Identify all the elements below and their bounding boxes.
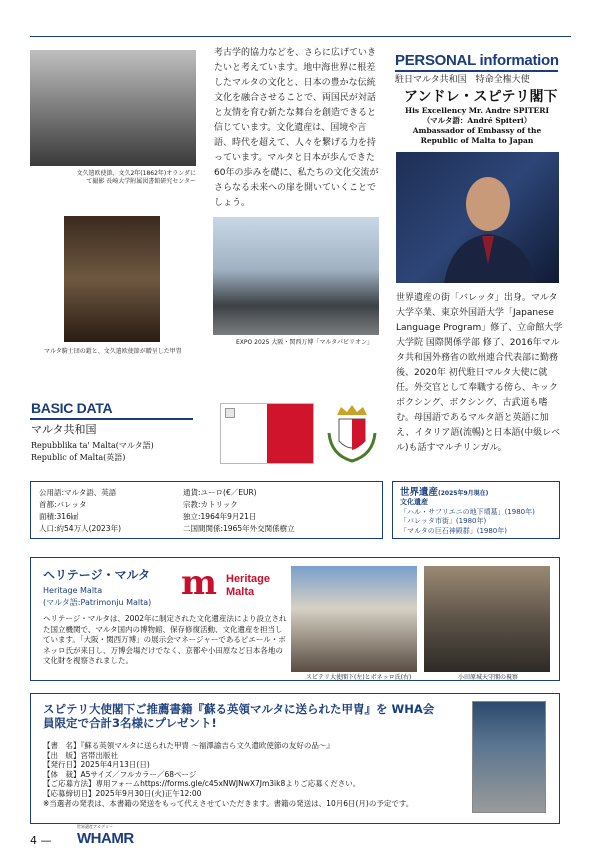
basic-data-rule (30, 418, 193, 420)
basic-data-left (39, 487, 121, 535)
world-heritage-content (400, 484, 535, 536)
photo-malta-pavilion (213, 217, 379, 335)
intro-paragraph: 考古学的協力などを、さらに広げていきたいと考えています。地中海世界に根差したマルタの文化と、日本の豊かな伝統文化を融合させることで、両国民が対話と友情を育む新たな舞台を創造できると信じています。文化遺産は、国境や言語、時代を超えて、人々を繋げる力を持っています。マルタと日本が歩んできた60年の歩みを礎に、私たちの文化交流がさらなる未来への扉を開いていくことでしょう。 (214, 48, 379, 208)
caption-photo1: 文久遣欧使節、文久2年(1862年)オランダにて撮影 長崎大学附属図書館研究センター (76, 170, 196, 185)
heritage-malta-mt: (マルタ語:Patrimonju Malta) (43, 598, 152, 607)
logo-text: WHAMR (77, 830, 134, 847)
en-line-4: Republic of Malta to Japan (420, 136, 534, 145)
gift-line-title: 【書 名】『蘇る英領マルタに送られた甲冑 〜福澤諭吉ら文久遣欧使節の友好の品〜』 (43, 741, 334, 750)
logo-text-1: Heritage (226, 573, 271, 585)
ambassador-name: アンドレ・スピテリ閣下 (404, 89, 558, 105)
basic-data-box (30, 481, 383, 539)
photo-bunkyu-mission (30, 50, 196, 166)
basic-data-right (183, 487, 295, 535)
photo-ambassador-portrait (396, 152, 559, 283)
gift-title: スピテリ大使閣下ご推薦書籍『蘇る英領マルタに送られた甲冑』を WHA会員限定で合計3名様にプレゼント! (43, 702, 435, 730)
heritage-item-3: 「マルタの巨石神殿群」(1980年) (400, 526, 507, 535)
independence: 独立:1964年9月21日 (183, 512, 257, 521)
gift-line-deadline: 【応募締切日】2025年9月30日(火)正午12:00 (43, 788, 202, 798)
ambassador-bio: 世界遺産の街「バレッタ」出身。マルタ大学卒業、東京外国語大学「Japanese Language Program」修了、立命館大学大学院 国際関係学部 修了、2016年マルタ共和国外務省の欧州連合代表部に勤務後、2020年 初代駐日マルタ大使に就任。外交官として奉職する傍ら、キックボクシング、ボクシング、古武道も嗜む。母国語であるマルタ語と英語に加え、イタリア語(流暢)と日本語(中級レベル)も話すマルチリンガル。 (396, 293, 563, 453)
photo-book-cover (472, 701, 546, 813)
portrait-illustration (396, 152, 559, 283)
gift-line-format: 【体 裁】A5サイズ／フルカラー／68ページ (43, 769, 197, 779)
page-number: 4 — (30, 834, 52, 847)
world-heritage-category: 文化遺産 (400, 498, 428, 506)
caption-photo5: スピテリ大使閣下(左)とボネッロ氏(右) (306, 674, 412, 681)
photo-odawara-castle (424, 566, 550, 672)
logo-small-text: 世界遺産アカデミー (77, 824, 113, 829)
heritage-item-1: 「ハル・サフリエニの地下墳墓」(1980年) (400, 507, 535, 516)
en-line-2: （マルタ語：André Spiteri） (422, 116, 532, 125)
heritage-malta-title: ヘリテージ・マルタ (43, 568, 151, 582)
photo-armor-display (64, 216, 160, 342)
country-name-foreign (31, 440, 154, 464)
logo-text-2: Malta (226, 586, 255, 598)
wha-logo (77, 824, 134, 847)
language: 公用語:マルタ語、英語 (39, 488, 117, 497)
heritage-malta-logo-icon: m (181, 563, 217, 603)
capital: 首都:バレッタ (39, 500, 87, 509)
heritage-malta-logo-text (226, 573, 270, 599)
ambassador-english-title (392, 106, 562, 146)
country-name-maltese: Repubblika ta' Malta(マルタ語) (31, 441, 154, 450)
basic-data-title: BASIC DATA (31, 400, 113, 416)
top-rule (30, 36, 571, 37)
gift-line-publisher: 【出 版】宮帯出版社 (43, 750, 118, 760)
george-cross-icon (225, 408, 235, 418)
gift-line-date: 【発行日】2025年4月13日(日) (43, 760, 150, 770)
heritage-item-2: 「バレッタ市街」(1980年) (400, 517, 487, 525)
coat-of-arms-icon (325, 403, 379, 465)
area: 面積:316㎢ (39, 512, 79, 521)
gift-line-apply[interactable]: 【ご応募方法】専用フォームhttps://forms.gle/c45xNWJNwX7Jm3ik8よりご応募ください。 (43, 779, 361, 789)
caption-photo2: マルタ騎士団の鎧と、文久遣欧使節が贈呈した甲冑 (44, 348, 182, 355)
en-line-3: Ambassador of Embassy of the (412, 126, 542, 135)
bilateral-relations: 二国間関係:1965年外交関係樹立 (183, 524, 295, 533)
country-name-jp: マルタ共和国 (31, 423, 97, 436)
currency: 通貨:ユーロ(€／EUR) (183, 488, 257, 497)
religion: 宗教:カトリック (183, 500, 238, 509)
personal-info-title: PERSONAL information (395, 52, 559, 69)
country-name-english: Republic of Malta(英語) (31, 453, 126, 462)
malta-flag (220, 403, 314, 464)
photo-ambassador-bonello (291, 566, 417, 672)
gift-details (43, 741, 413, 808)
heritage-malta-body: ヘリテージ・マルタは、2002年に制定された文化遺産法により設立された国立機関で、マルタ国内の博物館、保存修復活動、文化遺産を担当しています。「大阪・関西万博」の展示会マネージャーであるピエール・ボネッロ氏が来日し、万博会場だけでなく、京都や小田原など日本各地の文化財を視察されました。 (43, 614, 287, 665)
en-line-1: His Excellency Mr. Andre SPITERI (405, 106, 549, 115)
world-heritage-box (392, 481, 560, 539)
gift-line-note: ※当選者の発表は、本書籍の発送をもって代えさせていただきます。書籍の発送は、10月6日(月)の予定です。 (43, 798, 414, 808)
heritage-malta-subtitle (43, 585, 151, 609)
world-heritage-title: 世界遺産(2025年9月現在) (400, 487, 489, 498)
caption-photo6: 小田原城天守閣の視察 (458, 674, 519, 681)
caption-photo3: EXPO 2025 大阪・関西万博「マルタパビリオン」 (236, 339, 373, 346)
heritage-malta-en: Heritage Malta (43, 586, 103, 595)
population: 人口:約54万人(2023年) (39, 524, 122, 533)
ambassador-role: 駐日マルタ共和国 特命全権大使 (395, 75, 530, 85)
